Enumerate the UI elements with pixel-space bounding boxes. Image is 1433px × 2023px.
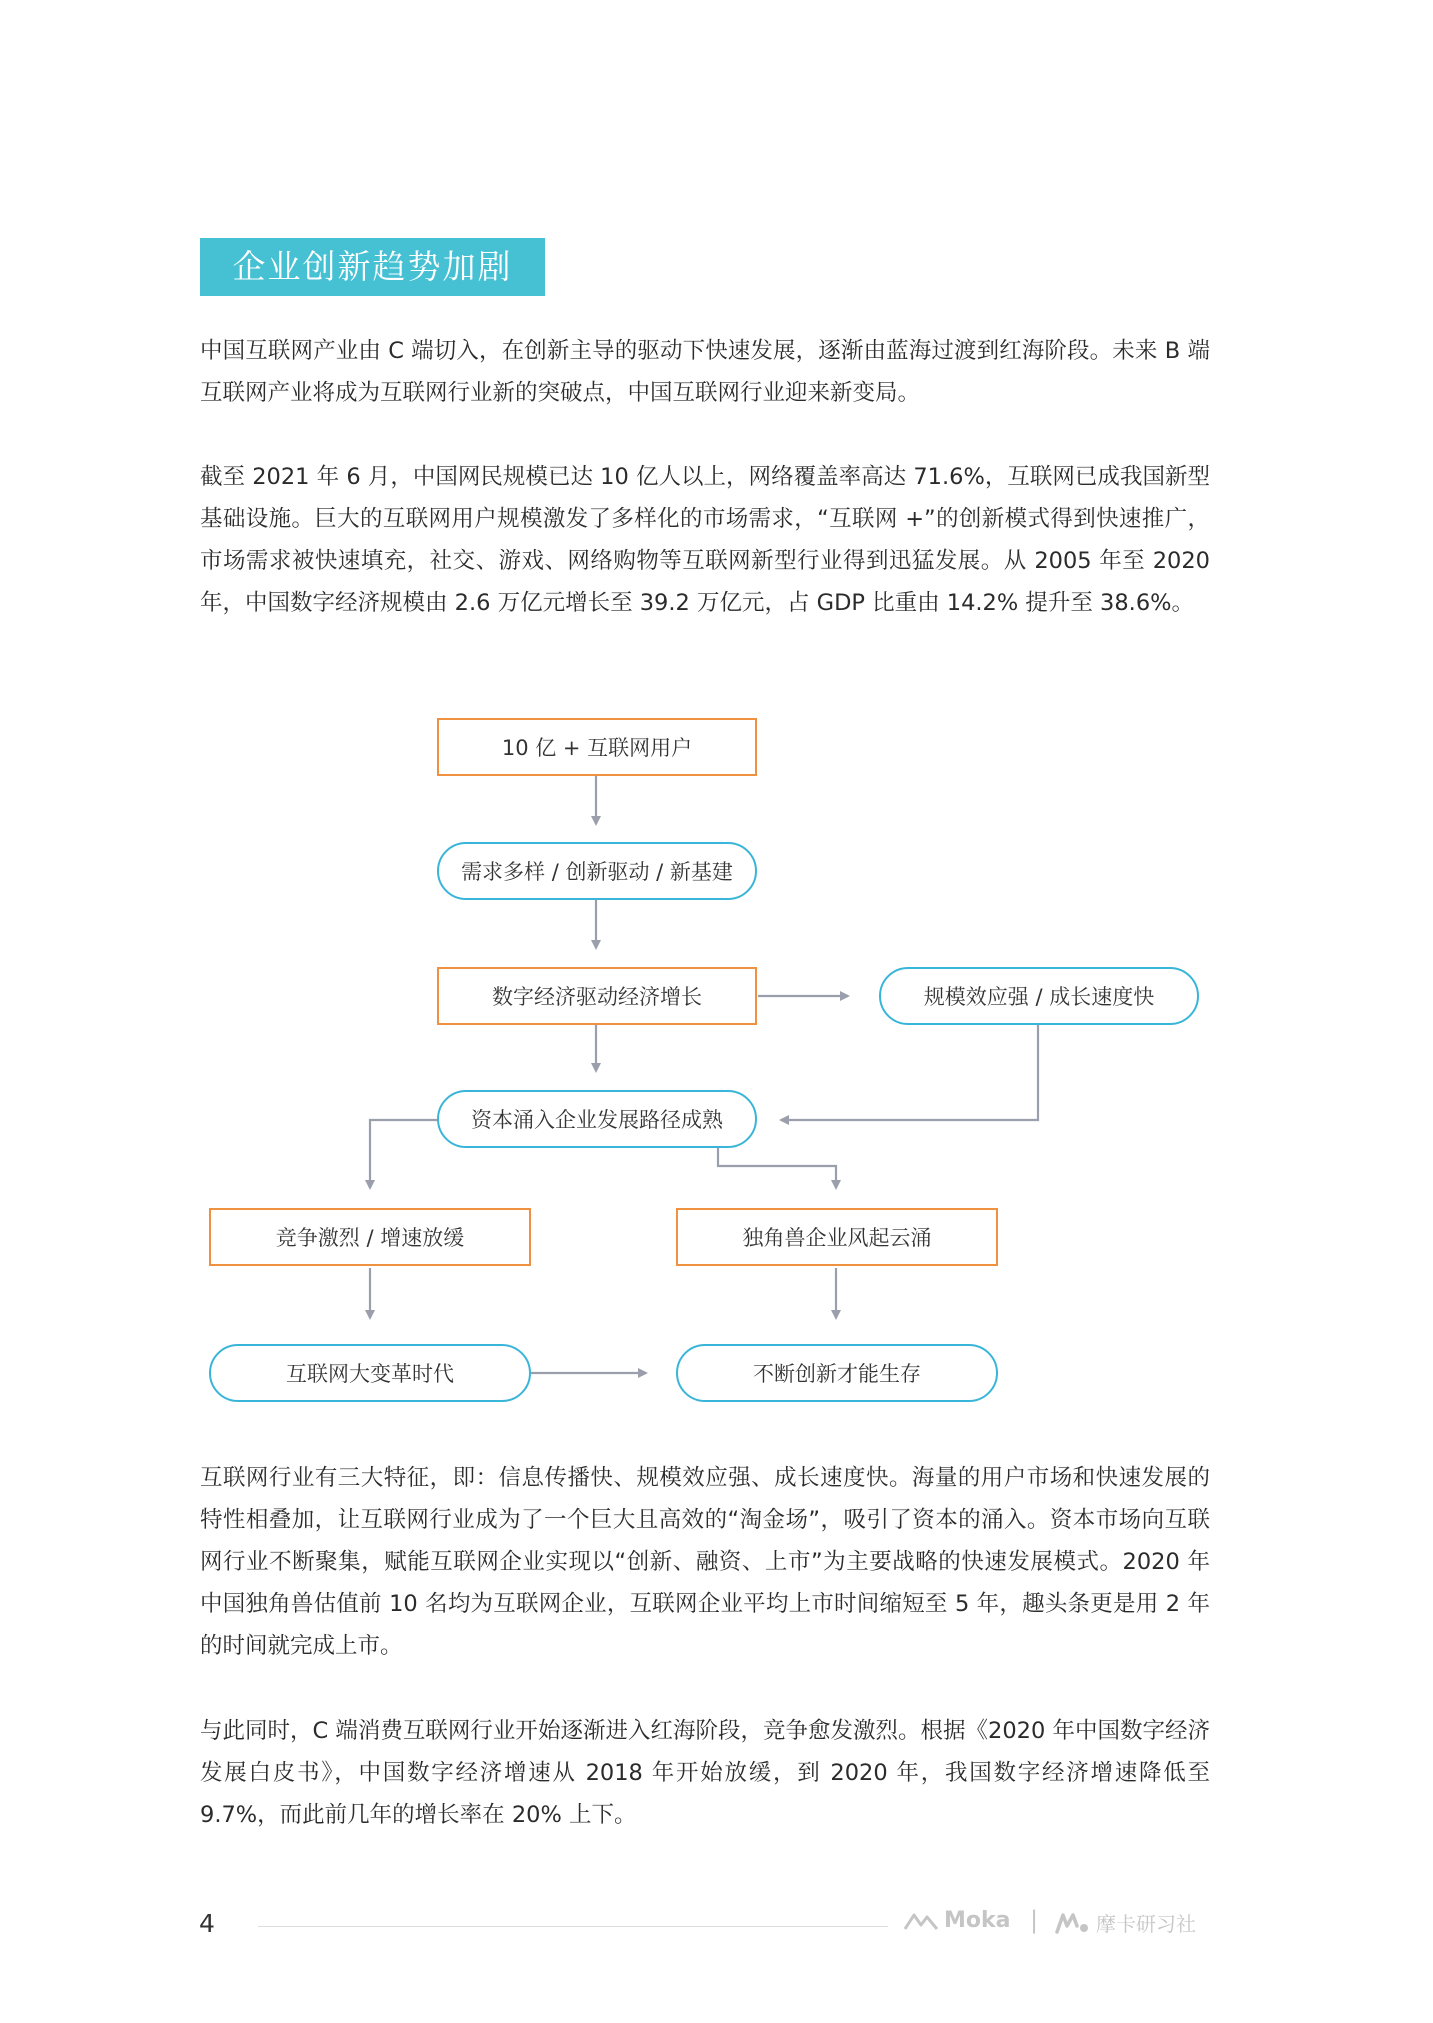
paragraph-3: 互联网行业有三大特征，即：信息传播快、规模效应强、成长速度快。海量的用户市场和快速发展的特性相叠加，让互联网行业成为了一个巨大且高效的“淘金场”，吸引了资本的涌入。资本市场向互联网行业不断聚集，赋能互联网企业实现以“创新、融资、上市”为主要战略的快速发展模式。2020 年中国独角兽估值前 10 名均为互联网企业，互联网企业平均上市时间缩短至 5 年，趣头条更是用 2 年的时间就完成上市。: [200, 1465, 1210, 1659]
footer-separator: |: [1030, 1906, 1039, 1934]
section-title: 企业创新趋势加剧: [200, 238, 545, 296]
page-number: 4: [199, 1909, 215, 1938]
moka-academy-text: 摩卡研习社: [1096, 1912, 1196, 1936]
moka-mountain-icon: [904, 1911, 938, 1931]
moka-logo: [904, 1908, 1010, 1933]
flow-box-capital: 资本涌入企业发展路径成熟: [437, 1090, 757, 1148]
footer-divider: [258, 1926, 888, 1927]
flow-box-users: 10 亿 + 互联网用户: [437, 718, 757, 776]
paragraph-4: 与此同时，C 端消费互联网行业开始逐渐进入红海阶段，竞争愈发激烈。根据《2020 年中国数字经济发展白皮书》，中国数字经济增速从 2018 年开始放缓，到 2020 年，我国数字经济增速降低至 9.7%，而此前几年的增长率在 20% 上下。: [200, 1718, 1210, 1828]
arrow-capital-competition: [370, 1120, 441, 1188]
flow-box-scale: 规模效应强 / 成长速度快: [879, 967, 1199, 1025]
paragraph-2: 截至 2021 年 6 月，中国网民规模已达 10 亿人以上，网络覆盖率高达 71.6%，互联网已成我国新型基础设施。巨大的互联网用户规模激发了多样化的市场需求，“互联网 +”的创新模式得到快速推广，市场需求被快速填充，社交、游戏、网络购物等互联网新型行业得到迅猛发展。从 2005 年至 2020 年，中国数字经济规模由 2.6 万亿元增长至 39.2 万亿元，占 GDP 比重由 14.2% 提升至 38.6%。: [200, 464, 1210, 616]
flow-box-innovate: 不断创新才能生存: [676, 1344, 998, 1402]
flow-box-digital: 数字经济驱动经济增长: [437, 967, 757, 1025]
arrow-capital-unicorn: [718, 1148, 836, 1188]
flow-box-competition: 竞争激烈 / 增速放缓: [209, 1208, 531, 1266]
moka-academy-logo: [1054, 1908, 1196, 1937]
arrow-scale-capital: [781, 1025, 1038, 1120]
moka-academy-icon: [1054, 1912, 1090, 1934]
flow-box-unicorn: 独角兽企业风起云涌: [676, 1208, 998, 1266]
paragraph-1: 中国互联网产业由 C 端切入，在创新主导的驱动下快速发展，逐渐由蓝海过渡到红海阶段。未来 B 端互联网产业将成为互联网行业新的突破点，中国互联网行业迎来新变局。: [200, 338, 1210, 406]
moka-brand-text: Moka: [944, 1908, 1011, 1933]
flow-box-era: 互联网大变革时代: [209, 1344, 531, 1402]
flow-box-demand: 需求多样 / 创新驱动 / 新基建: [437, 842, 757, 900]
